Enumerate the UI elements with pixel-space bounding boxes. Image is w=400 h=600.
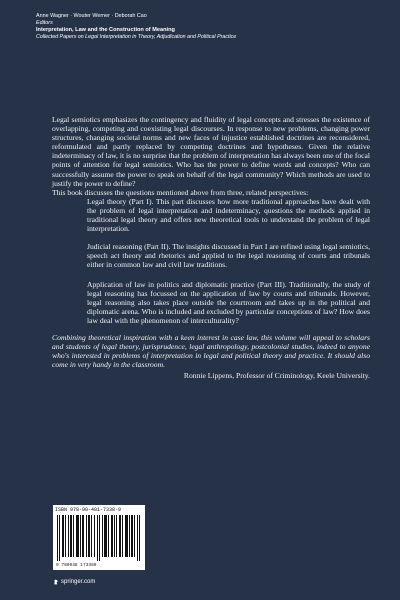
springer-horse-icon (53, 579, 59, 585)
perspectives-lead: This book discusses the questions mentioned above from three, related perspectives: (52, 187, 309, 197)
part-3-description: Application of law in politics and diplomatic practice (Part III). Traditionally, the study of legal reasoning has focussed on the application of law by courts and tribunals. However, legal reasoning also takes place outside the courtroom and takes up in the political and diplomatic arena. Who is included and excluded by particular conceptions of law? How does law deal with the phenomenon of interculturality? (87, 279, 370, 325)
part-2-description: Judicial reasoning (Part II). The insights discussed in Part I are refined using legal semiotics, speech act theory and rhetorics and applied to the legal reasoning of courts and tribunals either in common law and civil law traditions. (87, 242, 370, 270)
book-title: Interpretation, Law and the Construction of Meaning (36, 27, 175, 33)
back-cover-body (52, 115, 370, 380)
publisher-mark[interactable] (53, 579, 95, 585)
cover-header (36, 12, 376, 41)
isbn-barcode (53, 505, 145, 570)
barcode-bars (57, 515, 141, 561)
review-attribution: Ronnie Lippens, Professor of Criminology, Keele University. (183, 371, 370, 381)
intro-paragraph: Legal semiotics emphasizes the contingency and fluidity of legal concepts and stresses the existence of overlapping, competing and coexisting legal discourses. In response to new problems, changing power structures, changing societal norms and new faces of injustice established doctrines are reconsidered, reformulated and partly replaced by competing doctrines and hypotheses. Given the relative indeterminacy of law, it is no surprise that the problem of interpretation has always been one of the focal points of attention for legal semiotics. Who has the power to define words and concepts? Who can successfully assume the power to speak on behalf of the legal community? Which methods are used to justify the power to define? (52, 115, 370, 188)
editors-names: Anne Wagner · Wouter Werner · Deborah Cao (36, 13, 147, 19)
review-quote: Combining theoretical inspiration with a keen interest in case law, this volume will appeal to scholars and students of legal theory, jurisprudence, legal anthropology, postcolonial studies, indeed to anyone who's interested in problems of interpretation in legal and political theory and practice. It should also come in very handy in the classroom. (52, 332, 370, 370)
isbn-number: ISBN 978-90-481-7338-9 (55, 507, 122, 513)
editors-role: Editors (36, 20, 53, 26)
part-1-description: Legal theory (Part I). This part discusses how more traditional approaches have dealt with the problem of legal interpretation and indeterminacy, questions the methods applied in traditional legal theory and offers new theoretical tools to understand the problem of legal interpretation. (87, 196, 370, 234)
publisher-url[interactable]: springer.com (61, 579, 96, 585)
barcode-digits: 9 789048 173389 (56, 563, 97, 568)
parts-list (87, 197, 370, 325)
book-subtitle: Collected Papers on Legal Interpretation in Theory, Adjudication and Political Practice (36, 34, 237, 40)
